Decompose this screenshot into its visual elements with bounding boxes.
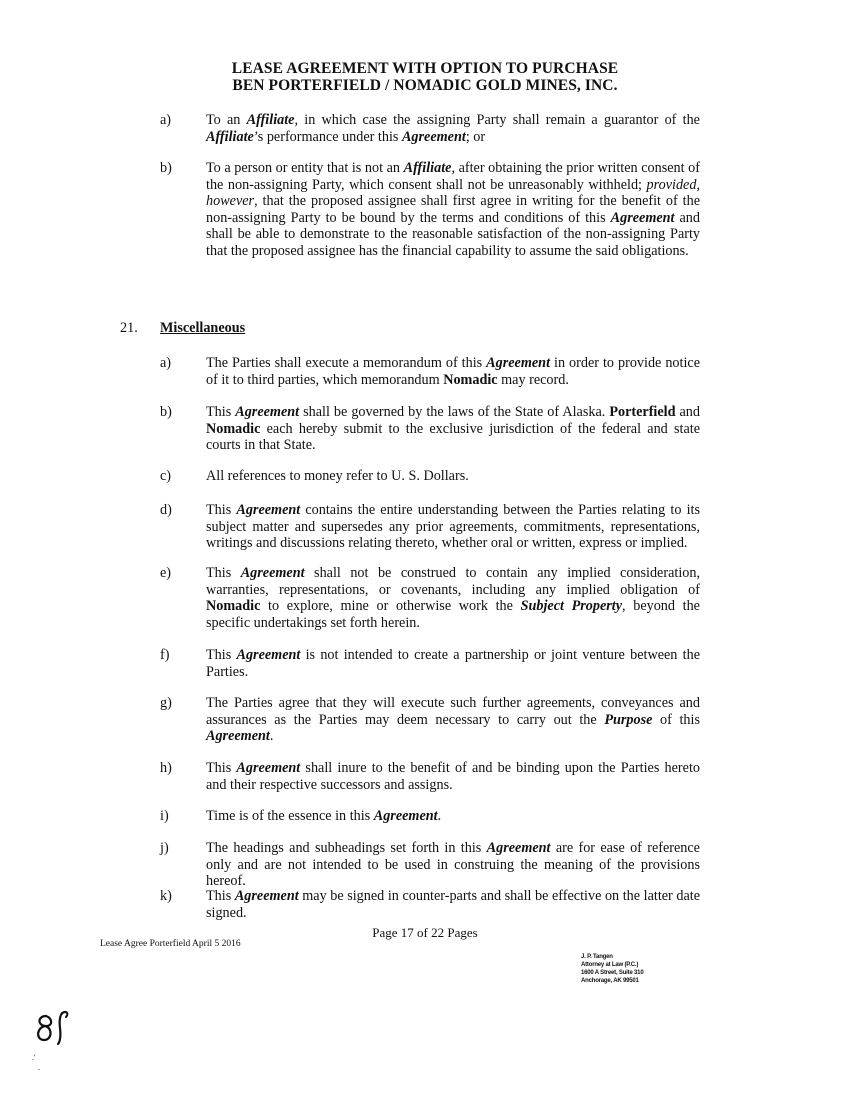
text-run: This: [206, 502, 237, 518]
stamp-line: J. P. Tangen: [581, 954, 613, 960]
defined-term: Purpose: [604, 711, 653, 728]
header-title-line1: LEASE AGREEMENT WITH OPTION TO PURCHASE: [231, 60, 619, 77]
party-name: Nomadic: [206, 598, 261, 614]
text-run: is not intended to create a partnership or joint venture between the Parties.: [206, 647, 700, 680]
header-title-line2: BEN PORTERFIELD / NOMADIC GOLD MINES, INC.: [232, 77, 618, 94]
clause-label: c): [160, 468, 172, 484]
clause-label: e): [160, 565, 172, 581]
text-run: This: [206, 647, 237, 663]
clause-label: h): [160, 760, 172, 776]
stamp-line: 1600 A Street, Suite 310: [581, 970, 644, 976]
text-run: contains the entire understanding between the Parties relating to its subject matter and supersedes any prior agreements, commitments, representations, writings and discussions relating thereto, whether oral or written, express or implied.: [206, 502, 700, 551]
text-run: ; or: [465, 128, 486, 145]
text-run: in order to provide notice of it to third parties, which memorandum: [206, 355, 700, 388]
text-run: may record.: [497, 371, 569, 388]
defined-term: Agreement: [236, 760, 301, 776]
party-name: Nomadic: [443, 371, 498, 388]
text-run: , in which case the assigning Party shall remain a guarantor of the: [294, 112, 700, 128]
text-run: The Parties agree that they will execute such further agreements, conveyances and assurances as the Parties may deem necessary to carry out the: [206, 695, 700, 728]
text-run: This: [206, 760, 237, 776]
document-reference: Lease Agree Porterfield April 5 2016: [100, 939, 241, 949]
text-run: of this: [652, 711, 700, 728]
clause-text: [206, 760, 700, 793]
clause-text: [206, 840, 700, 890]
text-run: and: [675, 404, 700, 420]
clause-text: [206, 647, 700, 680]
defined-term: Agreement: [610, 209, 675, 226]
text-run: Time is of the essence in this: [206, 808, 374, 824]
clause-text: [206, 468, 700, 485]
text-run: This: [206, 565, 241, 581]
text-run: .: [437, 808, 442, 824]
text-run: ’s performance under this: [253, 128, 402, 145]
document-header: [0, 60, 850, 94]
defined-term: Agreement: [373, 808, 438, 824]
clause-text: [206, 808, 700, 825]
page-number: Page 17 of 22 Pages: [372, 925, 478, 940]
defined-term: Affiliate: [246, 112, 295, 128]
text-run: to explore, mine or otherwise work the: [260, 598, 521, 614]
defined-term: Affiliate: [403, 160, 452, 176]
text-run: are for ease of reference only and are not intended to be used in construing the meaning of the provisions hereof.: [206, 840, 700, 889]
text-run: , beyond the specific undertakings set forth herein.: [206, 598, 700, 631]
stamp-line: Anchorage, AK 99501: [581, 978, 639, 984]
defined-term: Agreement: [236, 647, 301, 663]
defined-term: Agreement: [236, 502, 301, 518]
text-run: To a person or entity that is not an: [206, 160, 404, 176]
text-run: may be signed in counter-parts and shall be effective on the latter date signed.: [206, 888, 700, 921]
clause-label: g): [160, 695, 172, 711]
clause-label: f): [160, 647, 170, 663]
text-run: This: [206, 404, 236, 420]
defined-term: Agreement: [235, 404, 300, 420]
defined-term: Agreement: [401, 128, 466, 145]
text-run: each hereby submit to the exclusive jurisdiction of the federal and state courts in that State.: [206, 420, 700, 453]
party-name: Nomadic: [206, 420, 261, 437]
section-number: 21.: [120, 320, 138, 336]
defined-term: Subject Property: [520, 598, 623, 614]
text-run: All references to money refer to U. S. Dollars.: [206, 468, 469, 484]
defined-term: Agreement: [486, 355, 551, 371]
defined-term: Agreement: [206, 728, 270, 744]
text-run: The headings and subheadings set forth in this: [206, 840, 487, 856]
clause-text: [206, 404, 700, 454]
text-run: shall not be construed to contain any implied consideration, warranties, representations, or covenants, including any implied obligation of: [206, 565, 700, 598]
text-run: To an: [206, 112, 247, 128]
clause-label: k): [160, 888, 172, 904]
scan-specks: .′ .: [32, 1053, 40, 1072]
clause-label: a): [160, 112, 172, 128]
handwritten-page-mark: [34, 1010, 74, 1046]
clause-text: [206, 502, 700, 552]
clause-label: b): [160, 404, 172, 420]
text-run: shall be governed by the laws of the State of Alaska.: [299, 404, 610, 420]
text-run: This: [206, 888, 235, 904]
clause-text: [206, 160, 700, 259]
clause-label: d): [160, 502, 172, 518]
text-run: , after obtaining the prior written consent of the non-assigning Party, which consent shall not be unreasonably withheld;: [206, 160, 700, 193]
attorney-stamp: [581, 953, 643, 985]
clause-text: [206, 565, 700, 631]
stamp-line: Attorney at Law (P.C.): [581, 962, 639, 968]
clause-text: [206, 888, 700, 921]
clause-text: [206, 695, 700, 745]
clause-text: [206, 355, 700, 388]
text-run: .: [269, 728, 274, 744]
defined-term: Agreement: [240, 565, 305, 581]
emphasis-text: provided, however: [206, 176, 700, 209]
clause-label: i): [160, 808, 169, 824]
clause-label: j): [160, 840, 169, 856]
text-run: The Parties shall execute a memorandum of this: [206, 355, 487, 371]
text-run: , that the proposed assignee shall first agree in writing for the benefit of the non-assigning Party to be bound by the terms and conditions of this: [206, 193, 700, 226]
defined-term: Agreement: [486, 840, 551, 856]
defined-term: Agreement: [234, 888, 299, 904]
text-run: shall inure to the benefit of and be binding upon the Parties hereto and their respective successors and assigns.: [206, 760, 700, 793]
defined-term: Affiliate: [206, 128, 254, 145]
text-run: and shall be able to demonstrate to the reasonable satisfaction of the non-assigning Party that the proposed assignee has the financial capability to assume the said obligations.: [206, 209, 700, 259]
clause-label: a): [160, 355, 172, 371]
clause-text: [206, 112, 700, 145]
party-name: Porterfield: [609, 404, 676, 420]
section-title: Miscellaneous: [160, 320, 246, 336]
clause-label: b): [160, 160, 172, 176]
